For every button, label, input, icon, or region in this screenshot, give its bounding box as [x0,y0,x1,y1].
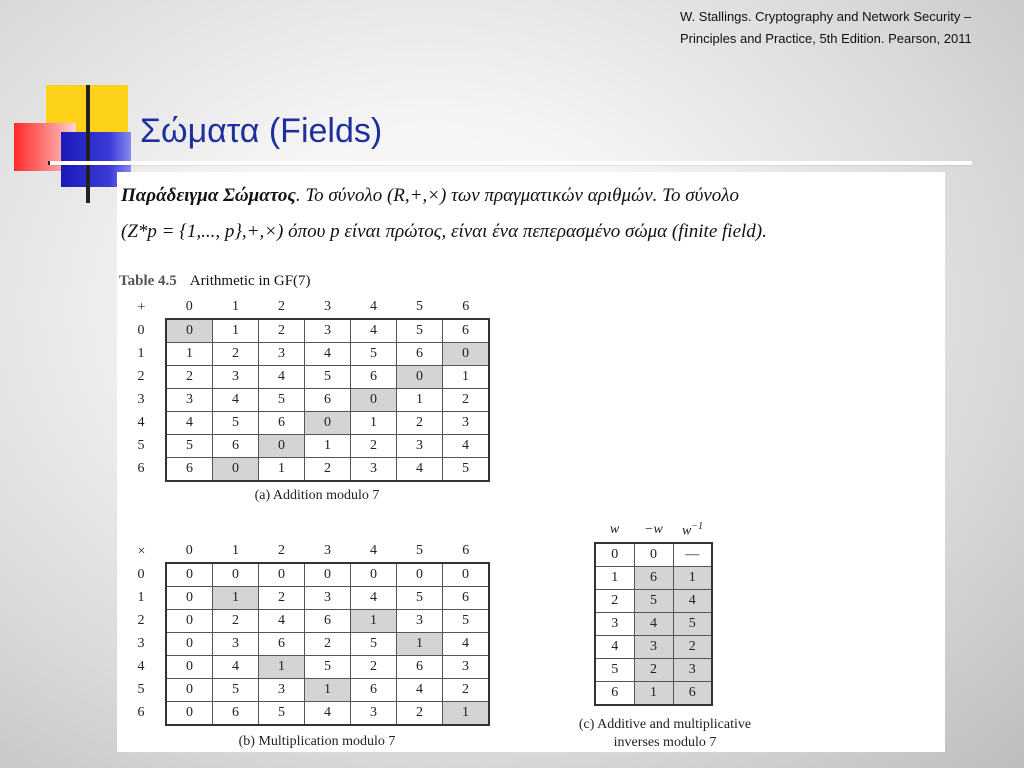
table-cell: 1 [595,567,634,590]
table-cell: 5 [397,587,443,610]
table-cell: 4 [166,412,213,435]
table-cell: 3 [397,435,443,458]
content-panel [117,172,945,752]
table-cell: 6 [305,610,351,633]
table-cell: — [673,543,712,567]
table-cell: 2 [443,389,490,412]
row-label: 3 [137,636,145,651]
table-cell: 1 [213,319,259,343]
row-label: 3 [137,392,145,407]
table-cell: 3 [634,636,673,659]
table-cell: 2 [213,343,259,366]
table-cell: 3 [305,319,351,343]
table-row [117,389,489,412]
column-header: 4 [370,299,377,314]
table-row [117,587,489,610]
table-row [117,702,489,726]
table-cell: 5 [166,435,213,458]
column-header: 0 [185,543,193,558]
column-header: 5 [416,543,423,558]
table-cell: 0 [259,563,305,587]
table-cell: 4 [305,702,351,726]
table-cell: 2 [305,458,351,482]
column-header: 3 [324,543,331,558]
row-label: 2 [137,613,145,628]
table-cell: 6 [213,702,259,726]
table-cell: 0 [351,563,397,587]
table-cell: 4 [351,319,397,343]
table-cell: 2 [397,702,443,726]
column-header: 0 [185,299,193,314]
intro-bold-label: Παράδειγμα Σώματος [121,185,296,206]
table-cell: 0 [305,563,351,587]
table-cell: 5 [443,458,490,482]
row-label: 4 [137,659,145,674]
table-row [595,543,712,567]
table-cell: 2 [595,590,634,613]
row-label: 5 [137,682,145,697]
row-label: 2 [137,369,145,384]
table-cell: 3 [443,412,490,435]
table-cell: 2 [351,656,397,679]
table-cell: 3 [305,587,351,610]
table-cell: 5 [443,610,490,633]
table-cell: 0 [166,610,213,633]
inverses-caption-line-1: (c) Additive and multiplicative [578,717,752,732]
table-cell: 4 [259,610,305,633]
table-cell: 6 [397,343,443,366]
multiplication-table [117,540,490,726]
table-row [117,610,489,633]
table-cell: 4 [351,587,397,610]
table-cell: 5 [259,702,305,726]
column-header: 3 [324,299,331,314]
row-label: 6 [137,705,145,721]
table-cell: 0 [166,656,213,679]
table-cell: 1 [213,587,259,610]
table-cell: 6 [443,587,490,610]
table-cell: 6 [259,633,305,656]
table-cell: 6 [351,366,397,389]
table-cell: 3 [673,659,712,682]
table-cell: 1 [305,435,351,458]
table-cell: 6 [259,412,305,435]
table-cell: 0 [634,543,673,567]
table-cell: 6 [634,567,673,590]
row-label: 5 [137,438,145,453]
table-cell: 0 [166,563,213,587]
addition-table [117,296,490,482]
table-cell: 5 [673,613,712,636]
table-cell: 2 [673,636,712,659]
vertical-line [86,85,90,203]
table-cell: 4 [305,343,351,366]
column-header: 2 [278,299,285,314]
table-cell: 0 [166,702,213,726]
column-header: 6 [462,543,470,558]
row-label: 4 [137,415,145,430]
table-row [117,435,489,458]
column-header: 6 [462,299,470,314]
table-cell: 3 [443,656,490,679]
table-cell: 4 [443,435,490,458]
operator-symbol: + [137,299,146,315]
table-cell: 0 [595,543,634,567]
table-cell: 0 [351,389,397,412]
table-cell: 0 [259,435,305,458]
column-header: 1 [232,543,239,558]
table-row [117,563,489,587]
table-row [595,636,712,659]
table-cell: 0 [166,679,213,702]
table-cell: 3 [259,343,305,366]
column-header: 2 [278,543,285,558]
addition-caption: (a) Addition modulo 7 [254,488,380,503]
table-row [117,656,489,679]
table-cell: 6 [443,319,490,343]
table-cell: 1 [259,458,305,482]
page-title: Σώματα (Fields) [140,112,383,150]
table-cell: 4 [443,633,490,656]
table-cell: 5 [305,656,351,679]
table-cell: 1 [259,656,305,679]
table-cell: 3 [213,633,259,656]
table-row [117,633,489,656]
table-cell: 2 [634,659,673,682]
table-cell: 4 [213,656,259,679]
table-cell: 0 [305,412,351,435]
table-cell: 5 [213,412,259,435]
table-cell: 4 [397,679,443,702]
operator-symbol: × [137,543,146,559]
row-label: 1 [137,346,145,361]
table-cell: 1 [397,389,443,412]
citation-line-2: Principles and Practice, 5th Edition. Pearson, 2011 [680,31,972,46]
table-cell: 6 [351,679,397,702]
table-cell: 1 [305,679,351,702]
table-row [595,682,712,706]
table-cell: 6 [166,458,213,482]
table-row [117,679,489,702]
table-cell: 2 [166,366,213,389]
table-cell: 4 [673,590,712,613]
intro-part-1: . Το σύνολο (R,+,×) των πραγματικών αριθμών. Το σύνολο [295,185,740,206]
table-number: Table 4.5 [119,273,177,289]
table-cell: 5 [351,633,397,656]
table-row [595,567,712,590]
table-row [117,458,489,482]
table-caption [119,273,311,290]
table-cell: 0 [166,587,213,610]
table-cell: 0 [397,563,443,587]
table-cell: 1 [166,343,213,366]
table-cell: 6 [397,656,443,679]
table-cell: 4 [634,613,673,636]
table-cell: 4 [259,366,305,389]
table-row [595,659,712,682]
intro-part-2: (Z*p = {1,..., p},+,×) όπου p είναι πρώτος, είναι ένα πεπερασμένο σώμα (finite field). [121,221,767,242]
row-label: 0 [137,322,145,338]
table-cell: 2 [213,610,259,633]
table-cell: 3 [259,679,305,702]
table-cell: 2 [443,679,490,702]
multiplication-caption: (b) Multiplication modulo 7 [238,734,396,749]
table-cell: 5 [634,590,673,613]
row-label: 1 [137,590,145,605]
citation-line-1: W. Stallings. Cryptography and Network Security – [680,9,972,24]
intro-text [121,178,941,250]
table-cell: 6 [595,682,634,706]
table-cell: 1 [443,366,490,389]
table-row [117,319,489,343]
inverses-table [594,518,713,706]
table-cell: 0 [443,343,490,366]
table-cell: 5 [351,343,397,366]
table-row [595,613,712,636]
table-cell: 0 [213,458,259,482]
table-cell: 5 [213,679,259,702]
table-cell: 0 [166,633,213,656]
table-cell: 5 [595,659,634,682]
table-cell: 3 [351,702,397,726]
table-row [117,343,489,366]
column-header: $w^{-1}$ [681,520,704,539]
table-cell: 0 [166,319,213,343]
table-cell: 1 [397,633,443,656]
table-cell: 4 [595,636,634,659]
inverses-caption-line-2: inverses modulo 7 [613,735,717,750]
column-header: 4 [370,543,377,558]
table-cell: 2 [259,587,305,610]
title-underline [50,161,972,165]
citation [680,6,1010,50]
table-cell: 3 [166,389,213,412]
column-header: 5 [416,299,423,314]
table-cell: 0 [213,563,259,587]
table-row [117,366,489,389]
row-label: 0 [137,566,145,582]
table-cell: 0 [443,563,490,587]
table-cell: 1 [673,567,712,590]
table-cell: 2 [397,412,443,435]
column-header: −w [644,522,663,537]
table-cell: 3 [595,613,634,636]
table-cell: 6 [673,682,712,706]
table-cell: 3 [351,458,397,482]
column-header: 1 [232,299,239,314]
table-cell: 3 [213,366,259,389]
table-cell: 6 [305,389,351,412]
table-cell: 2 [305,633,351,656]
table-cell: 1 [443,702,490,726]
table-cell: 2 [351,435,397,458]
table-row [117,412,489,435]
table-cell: 4 [397,458,443,482]
table-cell: 1 [351,610,397,633]
row-label: 6 [137,461,145,477]
table-cell: 5 [305,366,351,389]
table-cell: 4 [213,389,259,412]
table-cell: 0 [397,366,443,389]
column-header: w [609,522,620,537]
table-row [595,590,712,613]
table-cell: 6 [213,435,259,458]
inverses-caption [553,716,777,752]
table-cell: 1 [351,412,397,435]
table-cell: 5 [397,319,443,343]
table-cell: 5 [259,389,305,412]
table-cell: 2 [259,319,305,343]
table-cell: 3 [397,610,443,633]
table-cell: 1 [634,682,673,706]
table-title: Arithmetic in GF(7) [189,273,311,289]
